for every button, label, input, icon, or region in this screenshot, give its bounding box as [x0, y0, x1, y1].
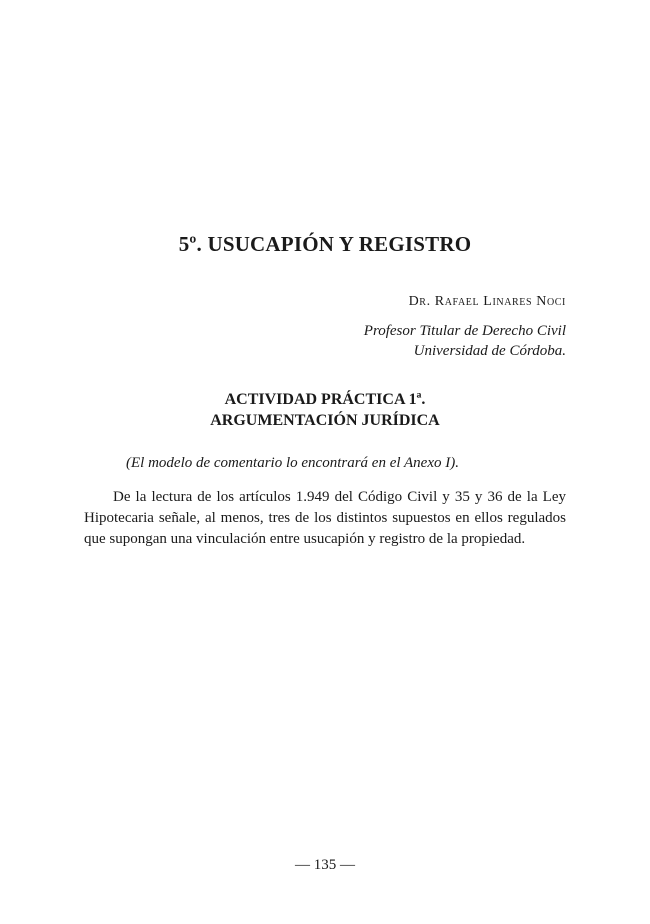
page-number: — 135 —	[295, 857, 355, 873]
activity-heading	[0, 389, 650, 431]
model-note: (El modelo de comentario lo encontrará en el Anexo I).	[126, 455, 459, 471]
author-position: Profesor Titular de Derecho Civil	[363, 323, 566, 339]
author-institution: Universidad de Córdoba.	[413, 343, 566, 359]
author-affiliation	[364, 321, 566, 361]
author-name: Dr. Rafael Linares Noci	[408, 294, 566, 309]
activity-heading-line-2: ARGUMENTACIÓN JURÍDICA	[210, 412, 440, 429]
body-paragraph: De la lectura de los artículos 1.949 del Código Civil y 35 y 36 de la Ley Hipotecaria señale, al menos, tres de los distintos supuestos en ellos regulados que supongan una vinculación entre usucapión y registro de la propiedad.	[84, 489, 566, 547]
activity-heading-line-1: ACTIVIDAD PRÁCTICA 1ª.	[224, 391, 426, 408]
chapter-title: 5º. USUCAPIÓN Y REGISTRO	[178, 232, 472, 256]
